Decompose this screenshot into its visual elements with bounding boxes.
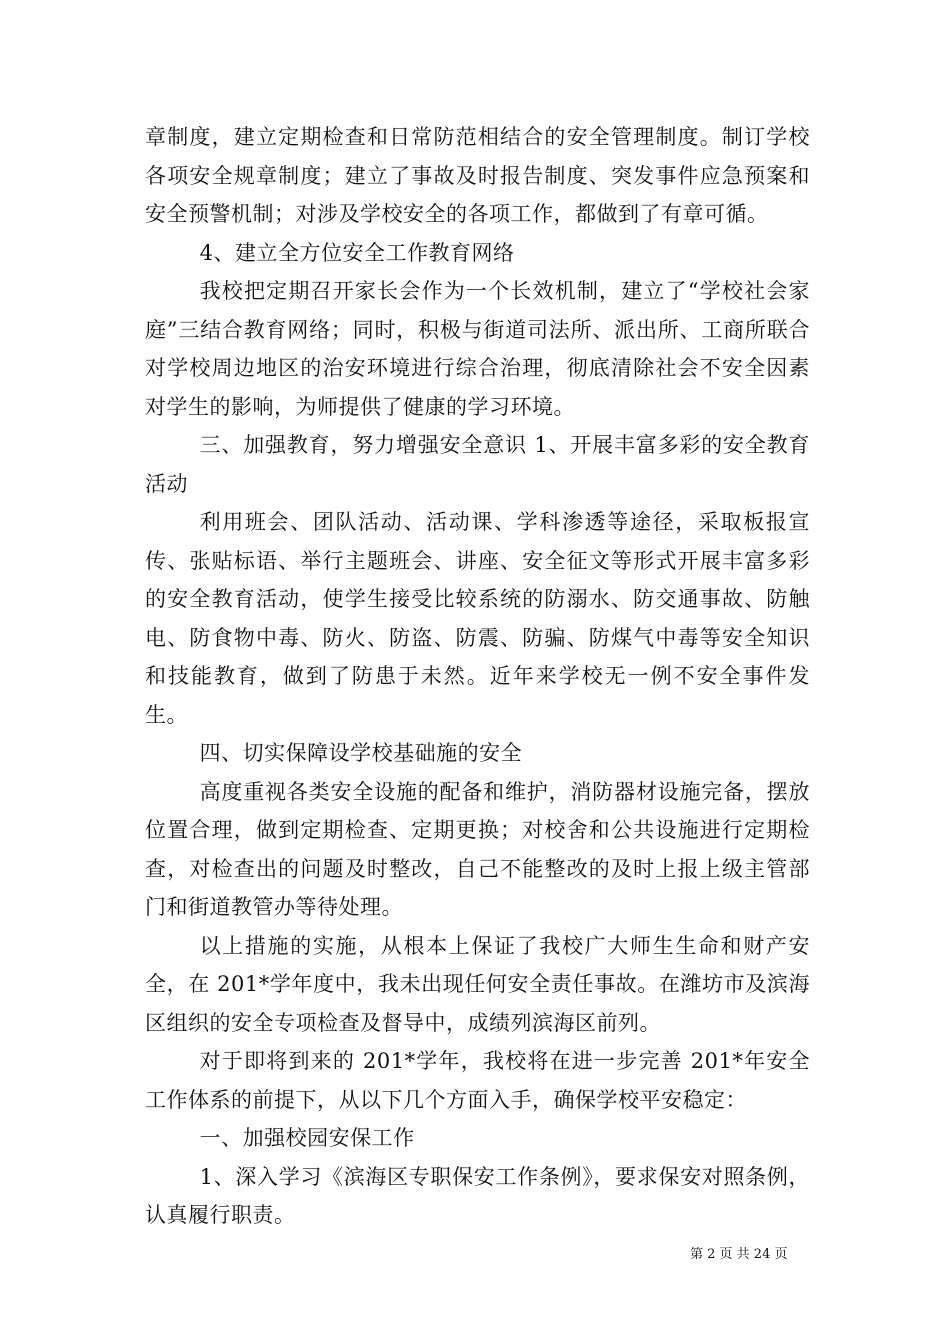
paragraph: 4、建立全方位安全工作教育网络 — [199, 240, 515, 265]
paragraph: 三、加强教育，努力增强安全意识 1、开展丰富多彩的安全教育活动 — [145, 433, 810, 496]
page-number: 第 2 页 共 24 页 — [690, 1247, 788, 1262]
document-body — [145, 118, 810, 1235]
paragraph: 1、深入学习《滨海区专职保安工作条例》，要求保安对照条例，认真履行职责。 — [145, 1164, 810, 1227]
paragraph: 高度重视各类安全设施的配备和维护，消防器材设施完备，摆放位置合理，做到定期检查、定期更换；对校舍和公共设施进行定期检查，对检查出的问题及时整改，自己不能整改的及时上报上级主管部门和街道教管办等待处理。 — [145, 779, 810, 919]
paragraph: 利用班会、团队活动、活动课、学科渗透等途径，采取板报宣传、张贴标语、举行主题班会、讲座、安全征文等形式开展丰富多彩的安全教育活动，使学生接受比较系统的防溺水、防交通事故、防触电、防食物中毒、防火、防盗、防震、防骗、防煤气中毒等安全知识和技能教育，做到了防患于未然。近年来学校无一例不安全事件发生。 — [145, 510, 810, 727]
paragraph: 四、切实保障设学校基础施的安全 — [199, 741, 523, 765]
paragraph: 我校把定期召开家长会作为一个长效机制，建立了“学校社会家庭”三结合教育网络；同时，积极与街道司法所、派出所、工商所联合对学校周边地区的治安环境进行综合治理，彻底清除社会不安全因素对学生的影响，为师提供了健康的学习环境。 — [145, 279, 810, 419]
paragraph: 对于即将到来的 201*学年，我校将在进一步完善 201*年安全工作体系的前提下，从以下几个方面入手，确保学校平安稳定： — [145, 1049, 810, 1112]
paragraph: 以上措施的实施，从根本上保证了我校广大师生生命和财产安全，在 201*学年度中，我未出现任何安全责任事故。在潍坊市及滨海区组织的安全专项检查及督导中，成绩列滨海区前列。 — [145, 933, 810, 1035]
paragraph: 一、加强校园安保工作 — [199, 1126, 415, 1150]
paragraph: 章制度，建立定期检查和日常防范相结合的安全管理制度。制订学校各项安全规章制度；建立了事故及时报告制度、突发事件应急预案和安全预警机制；对涉及学校安全的各项工作，都做到了有章可循。 — [145, 125, 810, 226]
